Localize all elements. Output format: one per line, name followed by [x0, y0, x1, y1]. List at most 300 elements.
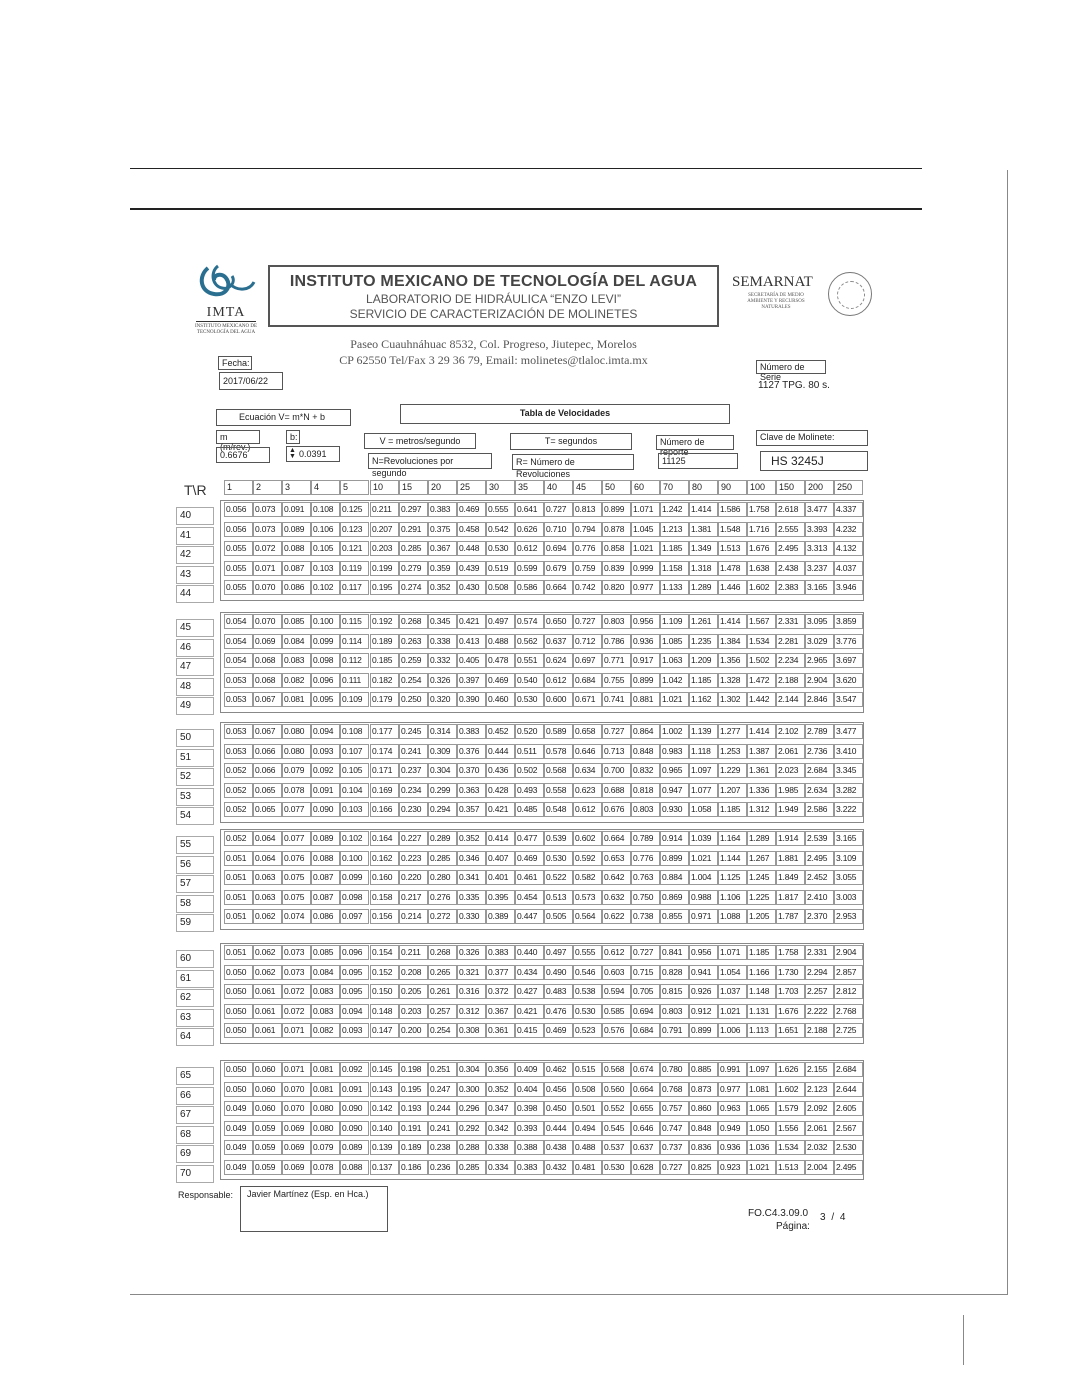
- table-cell: 2.144: [776, 692, 805, 707]
- table-cell: 0.715: [631, 965, 660, 980]
- t-definition: T= segundos: [510, 433, 632, 450]
- table-cell: 0.069: [282, 1121, 311, 1136]
- table-cell: 0.053: [224, 724, 253, 739]
- table-cell: 0.171: [370, 763, 399, 778]
- table-cell: 0.292: [457, 1121, 486, 1136]
- table-cell: 0.104: [340, 783, 369, 798]
- page-number: 3 / 4: [820, 1212, 846, 1223]
- table-cell: 0.389: [486, 909, 515, 924]
- table-cell: 0.341: [457, 870, 486, 885]
- table-cell: 0.530: [602, 1160, 631, 1175]
- table-cell: 0.152: [370, 965, 399, 980]
- table-cell: 0.083: [282, 653, 311, 668]
- table-cell: 0.786: [602, 634, 631, 649]
- table-cell: 0.050: [224, 965, 253, 980]
- row-label: 57: [176, 875, 214, 893]
- table-cell: 0.999: [631, 561, 660, 576]
- table-cell: 0.520: [515, 724, 544, 739]
- table-cell: 0.191: [399, 1121, 428, 1136]
- table-cell: 1.185: [718, 802, 747, 817]
- table-cell: 0.971: [689, 909, 718, 924]
- table-cell: 1.267: [747, 851, 776, 866]
- table-cell: 0.428: [486, 783, 515, 798]
- table-cell: 0.050: [224, 1023, 253, 1038]
- table-cell: 0.602: [573, 831, 602, 846]
- table-cell: 1.384: [718, 634, 747, 649]
- table-cell: 0.430: [457, 580, 486, 595]
- table-cell: 0.089: [311, 831, 340, 846]
- table-cell: 0.055: [224, 580, 253, 595]
- row-label: 67: [176, 1106, 214, 1124]
- table-cell: 0.347: [486, 1101, 515, 1116]
- table-cell: 1.054: [718, 965, 747, 980]
- table-cell: 0.493: [515, 783, 544, 798]
- column-header: 35: [515, 480, 544, 495]
- table-cell: 1.242: [660, 502, 689, 517]
- table-cell: 0.763: [631, 870, 660, 885]
- table-cell: 1.133: [660, 580, 689, 595]
- table-cell: 0.089: [340, 1140, 369, 1155]
- table-cell: 0.179: [370, 692, 399, 707]
- table-cell: 0.873: [689, 1082, 718, 1097]
- bottom-rule: [130, 1294, 1008, 1295]
- r-definition: R= Número de Revoluciones: [512, 454, 634, 470]
- table-cell: 0.166: [370, 802, 399, 817]
- table-cell: 0.051: [224, 890, 253, 905]
- table-cell: 1.787: [776, 909, 805, 924]
- row-label: 43: [176, 566, 214, 584]
- table-cell: 0.485: [515, 802, 544, 817]
- table-cell: 1.039: [689, 831, 718, 846]
- table-cell: 0.634: [573, 763, 602, 778]
- table-cell: 0.199: [370, 561, 399, 576]
- table-cell: 0.397: [457, 673, 486, 688]
- table-cell: 0.338: [428, 634, 457, 649]
- table-cell: 3.313: [805, 541, 834, 556]
- table-cell: 1.139: [689, 724, 718, 739]
- table-cell: 0.965: [660, 763, 689, 778]
- table-cell: 0.363: [457, 783, 486, 798]
- table-cell: 0.244: [428, 1101, 457, 1116]
- row-label: 45: [176, 619, 214, 637]
- row-label: 70: [176, 1165, 214, 1183]
- row-label: 68: [176, 1126, 214, 1144]
- column-header: 2: [253, 480, 282, 495]
- table-cell: 1.235: [689, 634, 718, 649]
- table-cell: 0.878: [602, 522, 631, 537]
- column-header: 20: [428, 480, 457, 495]
- table-cell: 0.158: [370, 890, 399, 905]
- table-cell: 0.102: [340, 831, 369, 846]
- table-cell: 0.112: [340, 653, 369, 668]
- table-cell: 0.069: [253, 634, 282, 649]
- table-cell: 1.446: [718, 580, 747, 595]
- table-cell: 0.078: [311, 1160, 340, 1175]
- table-cell: 1.849: [776, 870, 805, 885]
- table-cell: 0.071: [282, 1023, 311, 1038]
- table-cell: 0.049: [224, 1101, 253, 1116]
- table-cell: 0.217: [399, 890, 428, 905]
- table-cell: 1.158: [660, 561, 689, 576]
- table-cell: 0.071: [253, 561, 282, 576]
- table-cell: 3.109: [834, 851, 863, 866]
- table-cell: 1.148: [747, 984, 776, 999]
- table-cell: 0.573: [573, 890, 602, 905]
- table-cell: 0.070: [253, 580, 282, 595]
- table-cell: 0.612: [602, 945, 631, 960]
- address-line-1: Paseo Cuauhnáhuac 8532, Col. Progreso, Jiutepec, Morelos: [350, 337, 637, 351]
- table-cell: 0.632: [602, 890, 631, 905]
- table-cell: 0.189: [370, 634, 399, 649]
- table-cell: 0.653: [602, 851, 631, 866]
- reporte-field[interactable]: 11125: [658, 453, 738, 469]
- table-cell: 0.469: [515, 851, 544, 866]
- table-cell: 0.272: [428, 909, 457, 924]
- table-cell: 0.211: [370, 502, 399, 517]
- table-cell: 1.088: [718, 909, 747, 924]
- table-cell: 0.352: [486, 1082, 515, 1097]
- table-cell: 1.106: [718, 890, 747, 905]
- table-cell: 0.637: [544, 634, 573, 649]
- table-cell: 0.086: [282, 580, 311, 595]
- table-cell: 0.085: [311, 945, 340, 960]
- row-label: 44: [176, 585, 214, 603]
- b-value: 0.0391: [299, 449, 327, 459]
- table-cell: 0.087: [311, 870, 340, 885]
- table-cell: 0.062: [253, 945, 282, 960]
- column-header: 50: [602, 480, 631, 495]
- table-cell: 0.450: [544, 1101, 573, 1116]
- table-cell: 0.254: [428, 1023, 457, 1038]
- table-cell: 0.063: [253, 890, 282, 905]
- table-cell: 1.162: [689, 692, 718, 707]
- table-cell: 2.023: [776, 763, 805, 778]
- table-cell: 0.530: [515, 692, 544, 707]
- table-cell: 0.052: [224, 831, 253, 846]
- table-cell: 1.534: [747, 634, 776, 649]
- table-cell: 0.234: [399, 783, 428, 798]
- table-cell: 0.705: [631, 984, 660, 999]
- table-cell: 1.245: [747, 870, 776, 885]
- table-cell: 0.936: [718, 1140, 747, 1155]
- table-cell: 0.421: [486, 802, 515, 817]
- table-cell: 2.904: [805, 673, 834, 688]
- table-cell: 0.055: [224, 541, 253, 556]
- column-header: 60: [631, 480, 660, 495]
- table-cell: 0.490: [544, 965, 573, 980]
- table-cell: 1.579: [776, 1101, 805, 1116]
- table-cell: 0.299: [428, 783, 457, 798]
- table-cell: 0.361: [486, 1023, 515, 1038]
- table-cell: 0.053: [224, 673, 253, 688]
- column-header: 70: [660, 480, 689, 495]
- table-cell: 0.052: [224, 802, 253, 817]
- table-cell: 0.050: [224, 1082, 253, 1097]
- table-cell: 0.513: [544, 890, 573, 905]
- table-cell: 0.375: [428, 522, 457, 537]
- table-cell: 1.006: [718, 1023, 747, 1038]
- table-cell: 0.405: [457, 653, 486, 668]
- table-cell: 1.071: [631, 502, 660, 517]
- table-cell: 1.185: [747, 945, 776, 960]
- semarnat-subtext: SECRETARÍA DE MEDIO AMBIENTE Y RECURSOS NATURALES: [747, 293, 805, 310]
- table-cell: 0.089: [282, 522, 311, 537]
- table-cell: 1.021: [718, 1004, 747, 1019]
- table-cell: 0.054: [224, 634, 253, 649]
- table-cell: 0.067: [253, 692, 282, 707]
- table-cell: 0.064: [253, 831, 282, 846]
- table-cell: 2.061: [805, 1121, 834, 1136]
- table-cell: 0.081: [311, 1062, 340, 1077]
- table-cell: 0.367: [486, 1004, 515, 1019]
- table-cell: 1.065: [747, 1101, 776, 1116]
- table-cell: 1.036: [747, 1140, 776, 1155]
- table-cell: 0.383: [515, 1160, 544, 1175]
- table-cell: 0.052: [224, 783, 253, 798]
- table-cell: 0.334: [486, 1160, 515, 1175]
- spinner-icon[interactable]: ▲ ▼: [289, 447, 296, 460]
- table-cell: 2.857: [834, 965, 863, 980]
- table-cell: 0.060: [253, 1101, 282, 1116]
- table-cell: 0.090: [340, 1101, 369, 1116]
- row-label: 69: [176, 1145, 214, 1163]
- table-cell: 2.555: [776, 522, 805, 537]
- column-header: 40: [544, 480, 573, 495]
- table-cell: 0.174: [370, 744, 399, 759]
- table-cell: 0.841: [660, 945, 689, 960]
- table-cell: 0.684: [631, 1023, 660, 1038]
- table-cell: 0.848: [689, 1121, 718, 1136]
- table-cell: 0.139: [370, 1140, 399, 1155]
- table-cell: 0.367: [428, 541, 457, 556]
- table-cell: 0.070: [253, 614, 282, 629]
- table-cell: 2.092: [805, 1101, 834, 1116]
- row-label: 60: [176, 950, 214, 968]
- table-cell: 1.058: [689, 802, 718, 817]
- table-cell: 0.555: [486, 502, 515, 517]
- table-cell: 2.846: [805, 692, 834, 707]
- table-cell: 0.085: [282, 614, 311, 629]
- table-cell: 0.488: [573, 1140, 602, 1155]
- column-header: 10: [370, 480, 399, 495]
- row-label: 62: [176, 989, 214, 1007]
- table-cell: 0.268: [399, 614, 428, 629]
- table-cell: 0.776: [631, 851, 660, 866]
- table-cell: 1.021: [689, 851, 718, 866]
- table-cell: 0.956: [631, 614, 660, 629]
- clave-field[interactable]: HS 3245J: [760, 451, 868, 471]
- table-cell: 0.077: [282, 831, 311, 846]
- table-cell: 0.114: [340, 634, 369, 649]
- table-cell: 3.055: [834, 870, 863, 885]
- table-cell: 0.145: [370, 1062, 399, 1077]
- table-cell: 0.539: [544, 831, 573, 846]
- tabla-title-box: Tabla de Velocidades: [400, 404, 730, 424]
- table-cell: 2.812: [834, 984, 863, 999]
- table-cell: 0.589: [544, 724, 573, 739]
- table-cell: 1.097: [747, 1062, 776, 1077]
- table-cell: 0.182: [370, 673, 399, 688]
- table-cell: 3.345: [834, 763, 863, 778]
- title-box: [268, 265, 719, 327]
- table-cell: 0.070: [282, 1082, 311, 1097]
- table-cell: 0.794: [573, 522, 602, 537]
- table-cell: 0.068: [253, 653, 282, 668]
- table-cell: 0.072: [282, 1004, 311, 1019]
- table-cell: 0.917: [631, 653, 660, 668]
- table-cell: 1.289: [689, 580, 718, 595]
- table-cell: 0.684: [573, 673, 602, 688]
- table-cell: 0.053: [224, 692, 253, 707]
- table-cell: 0.628: [631, 1160, 660, 1175]
- table-cell: 2.684: [805, 763, 834, 778]
- m-field[interactable]: 0.6676: [216, 447, 270, 463]
- table-cell: 0.658: [573, 724, 602, 739]
- table-cell: 0.106: [311, 522, 340, 537]
- table-cell: 1.349: [689, 541, 718, 556]
- table-cell: 0.051: [224, 870, 253, 885]
- table-cell: 0.064: [253, 851, 282, 866]
- table-cell: 0.320: [428, 692, 457, 707]
- table-cell: 0.088: [282, 541, 311, 556]
- table-cell: 0.049: [224, 1121, 253, 1136]
- table-cell: 3.165: [834, 831, 863, 846]
- table-cell: 4.037: [834, 561, 863, 576]
- table-cell: 0.560: [602, 1082, 631, 1097]
- column-header: 250: [834, 480, 863, 495]
- subtitle-lab: LABORATORIO DE HIDRÁULICA “ENZO LEVI”: [366, 292, 621, 306]
- table-cell: 0.092: [311, 763, 340, 778]
- table-cell: 0.848: [631, 744, 660, 759]
- table-cell: 0.357: [457, 802, 486, 817]
- table-cell: 0.117: [340, 580, 369, 595]
- form-code: FO.C4.3.09.0: [748, 1208, 809, 1219]
- table-cell: 0.370: [457, 763, 486, 778]
- table-cell: 0.926: [689, 984, 718, 999]
- table-cell: 0.991: [718, 1062, 747, 1077]
- table-cell: 3.029: [805, 634, 834, 649]
- table-cell: 0.511: [515, 744, 544, 759]
- table-cell: 0.436: [486, 763, 515, 778]
- table-cell: 0.789: [631, 831, 660, 846]
- table-cell: 1.144: [718, 851, 747, 866]
- table-cell: 0.352: [428, 580, 457, 595]
- table-cell: 0.053: [224, 744, 253, 759]
- table-cell: 0.162: [370, 851, 399, 866]
- table-cell: 0.623: [573, 783, 602, 798]
- table-cell: 0.741: [602, 692, 631, 707]
- table-cell: 1.042: [660, 673, 689, 688]
- table-cell: 2.567: [834, 1121, 863, 1136]
- table-cell: 0.664: [631, 1082, 660, 1097]
- table-cell: 0.398: [515, 1101, 544, 1116]
- table-cell: 0.247: [428, 1082, 457, 1097]
- table-cell: 0.088: [311, 851, 340, 866]
- table-cell: 0.501: [573, 1101, 602, 1116]
- table-cell: 0.070: [282, 1101, 311, 1116]
- table-cell: 0.103: [311, 561, 340, 576]
- table-cell: 0.096: [340, 945, 369, 960]
- table-cell: 1.225: [747, 890, 776, 905]
- responsable-field[interactable]: [240, 1186, 388, 1232]
- table-cell: 1.381: [689, 522, 718, 537]
- table-cell: 0.238: [428, 1140, 457, 1155]
- top-rule-2: [130, 208, 922, 210]
- table-cell: 0.103: [340, 802, 369, 817]
- table-cell: 0.061: [253, 1004, 282, 1019]
- table-cell: 0.073: [282, 945, 311, 960]
- table-cell: 0.261: [428, 984, 457, 999]
- table-cell: 0.143: [370, 1082, 399, 1097]
- table-cell: 0.497: [544, 945, 573, 960]
- table-cell: 0.065: [253, 802, 282, 817]
- table-cell: 0.087: [311, 890, 340, 905]
- table-cell: 0.401: [486, 870, 515, 885]
- table-cell: 0.072: [253, 541, 282, 556]
- row-label: 47: [176, 658, 214, 676]
- table-cell: 1.081: [747, 1082, 776, 1097]
- table-cell: 0.372: [486, 984, 515, 999]
- column-header: 25: [457, 480, 486, 495]
- column-header: 4: [311, 480, 340, 495]
- table-cell: 0.056: [224, 502, 253, 517]
- corner-mark: [963, 1315, 964, 1365]
- table-cell: 1.302: [718, 692, 747, 707]
- table-cell: 0.813: [573, 502, 602, 517]
- fecha-label: Fecha:: [218, 356, 252, 370]
- table-cell: 0.508: [486, 580, 515, 595]
- b-field[interactable]: [286, 446, 340, 462]
- table-cell: 0.988: [689, 890, 718, 905]
- table-cell: 1.534: [776, 1140, 805, 1155]
- table-cell: 0.727: [631, 945, 660, 960]
- table-cell: 2.438: [776, 561, 805, 576]
- table-cell: 0.494: [573, 1121, 602, 1136]
- table-cell: 0.065: [253, 783, 282, 798]
- table-cell: 1.002: [660, 724, 689, 739]
- table-cell: 1.758: [776, 945, 805, 960]
- serie-value: 1127 TPG. 80 s.: [758, 380, 830, 391]
- m-label: m (m/rev.): [216, 430, 260, 444]
- table-cell: 0.832: [631, 763, 660, 778]
- table-cell: 0.750: [631, 890, 660, 905]
- table-cell: 0.072: [282, 984, 311, 999]
- table-cell: 4.132: [834, 541, 863, 556]
- table-cell: 0.095: [340, 965, 369, 980]
- table-cell: 0.082: [282, 673, 311, 688]
- table-cell: 0.568: [544, 763, 573, 778]
- table-cell: 1.209: [689, 653, 718, 668]
- table-cell: 0.107: [340, 744, 369, 759]
- table-cell: 2.768: [834, 1004, 863, 1019]
- table-cell: 0.383: [486, 945, 515, 960]
- table-cell: 1.626: [776, 1062, 805, 1077]
- table-cell: 1.077: [689, 783, 718, 798]
- column-header: 45: [573, 480, 602, 495]
- table-cell: 0.599: [515, 561, 544, 576]
- table-cell: 3.393: [805, 522, 834, 537]
- table-cell: 0.049: [224, 1160, 253, 1175]
- table-cell: 0.080: [282, 724, 311, 739]
- table-cell: 0.156: [370, 909, 399, 924]
- table-cell: 0.914: [660, 831, 689, 846]
- table-cell: 0.641: [515, 502, 544, 517]
- table-cell: 1.985: [776, 783, 805, 798]
- table-cell: 0.054: [224, 653, 253, 668]
- fecha-field[interactable]: 2017/06/22: [219, 372, 283, 390]
- table-cell: 2.586: [805, 802, 834, 817]
- table-cell: 0.592: [573, 851, 602, 866]
